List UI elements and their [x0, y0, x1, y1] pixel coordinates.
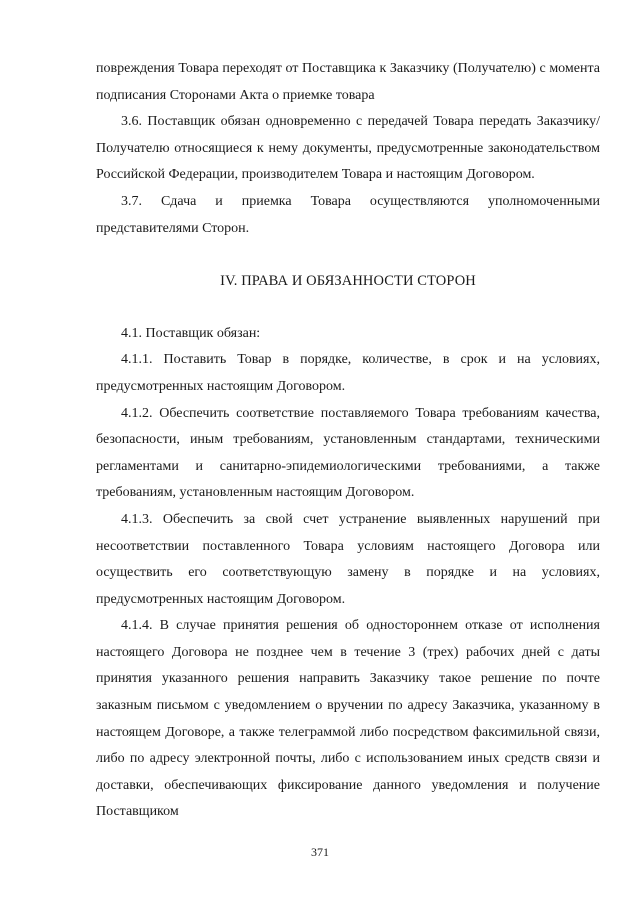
- paragraph-4-1-4: 4.1.4. В случае принятия решения об одностороннем отказе от исполнения настоящего Договора не позднее чем в течение 3 (трех) рабочих дней с даты принятия указанного решения направить Заказчику такое решение по почте заказным письмом с уведомлением о вручении по адресу Заказчика, указанному в настоящем Договоре, а также телеграммой либо посредством факсимильной связи, либо по адресу электронной почты, либо с использованием иных средств связи и доставки, обеспечивающих фиксирование данного уведомления и получение Поставщиком: [96, 618, 600, 820]
- paragraph-4-1-3: 4.1.3. Обеспечить за свой счет устранение выявленных нарушений при несоответствии поставленного Товара условиям настоящего Договора или осуществить его соответствующую замену в порядке и на условиях, предусмотренных настоящим Договором.: [96, 511, 600, 607]
- section-heading: IV. ПРАВА И ОБЯЗАННОСТИ СТОРОН: [220, 273, 476, 290]
- page-number: 371: [311, 845, 329, 859]
- paragraph-3-7: 3.7. Сдача и приемка Товара осуществляются уполномоченными представителями Сторон.: [96, 193, 600, 236]
- document-page: [96, 56, 600, 826]
- paragraph-3-6: 3.6. Поставщик обязан одновременно с передачей Товара передать Заказчику/Получателю относящиеся к нему документы, предусмотренные законодательством Российской Федерации, производителем Товара и настоящим Договором.: [96, 114, 600, 183]
- paragraph-continuation: повреждения Товара переходят от Поставщика к Заказчику (Получателю) с момента подписания Сторонами Акта о приемке товара: [96, 61, 600, 103]
- paragraph-4-1-1: 4.1.1. Поставить Товар в порядке, количестве, в срок и на условиях, предусмотренных настоящим Договором.: [96, 352, 600, 394]
- paragraph-4-1-2: 4.1.2. Обеспечить соответствие поставляемого Товара требованиям качества, безопасности, иным требованиям, установленным стандартами, техническими регламентами и санитарно-эпидемиологическими требованиями, а также требованиям, установленным настоящим Договором.: [96, 405, 600, 501]
- paragraph-4-1: 4.1. Поставщик обязан:: [121, 325, 261, 341]
